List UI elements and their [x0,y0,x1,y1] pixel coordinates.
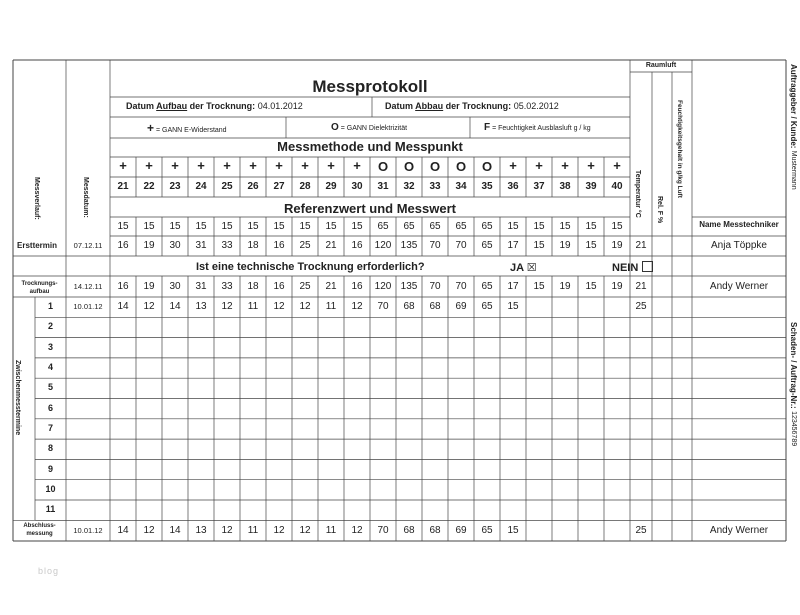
zwischen-date: 10.01.12 [73,302,103,312]
abbau-label-post: der Trocknung: [443,101,512,111]
method-symbol: + [327,158,335,173]
zwischen-value: 12 [351,301,363,313]
messpunkt-number: 22 [143,181,155,192]
abschluss-value: 12 [221,524,233,536]
ersttermin-technician: Anja Töppke [711,240,767,251]
zwischen-value: 12 [299,301,311,313]
messpunkt-number: 27 [273,181,285,192]
trocknungsaufbau-value: 33 [221,280,233,292]
abschluss-temp: 25 [635,524,647,536]
aufbau-label-post: der Trocknung: [187,101,256,111]
ersttermin-value: 70 [455,240,467,251]
raumluft-header: Raumluft [645,62,677,69]
ersttermin-value: 120 [374,240,392,251]
method-symbol: + [275,158,283,173]
referenz-value: 15 [299,221,311,232]
ja-checkbox[interactable]: ☒ [526,262,537,274]
zwischenmesstermine-label: Zwischenmesstermine [14,360,21,436]
method-symbol: + [119,158,127,173]
method-symbol: + [249,158,257,173]
ersttermin-value: 17 [507,240,519,251]
zwischen-value: 14 [169,301,181,313]
method-symbol: + [301,158,309,173]
trocknungsaufbau-value: 31 [195,280,207,292]
trocknungsaufbau-value: 17 [507,280,519,292]
referenz-value: 15 [247,221,259,232]
ersttermin-value: 135 [400,240,418,251]
zwischen-row-number: 4 [47,362,53,373]
zwischen-row-number: 3 [47,341,53,352]
abschlussmessung-label: Abschluss-messung [23,523,56,537]
zwischen-row-number: 7 [47,422,53,433]
ersttermin-label: Ersttermin [17,241,58,250]
zwischen-temp: 25 [635,301,647,313]
zwischen-value: 11 [325,301,337,313]
messpunkt-number: 32 [403,181,415,192]
abschluss-date: 10.01.12 [73,525,103,535]
method-symbol: O [429,159,441,174]
messpunkt-number: 26 [247,181,259,192]
watermark: blog [38,566,60,576]
method-symbol: + [353,158,361,173]
trocknungsaufbau-value: 19 [143,280,155,292]
abbau-date: 05.02.2012 [513,101,559,111]
page-title: Messprotokoll [312,77,428,96]
abschluss-value: 11 [247,524,259,536]
zwischen-row-number: 8 [47,443,53,454]
referenz-value: 15 [273,221,285,232]
abbau-label-pre: Datum [385,101,416,111]
nein-option[interactable] [612,261,653,274]
method-symbol: + [587,158,595,173]
abschluss-technician: Andy Werner [709,524,769,536]
aufbau-label-pre: Datum [126,101,157,111]
messpunkt-number: 39 [585,181,597,192]
ersttermin-temp: 21 [635,240,647,251]
zwischen-row-number: 6 [47,402,53,413]
abschluss-value: 11 [325,524,337,536]
abbau-label-underlined: Abbau [415,101,444,111]
method-symbol: O [377,159,389,174]
method-symbol: + [613,158,621,173]
messpunkt-number: 37 [533,181,545,192]
zwischen-row-number: 9 [47,463,53,474]
trocknungsaufbau-value: 16 [351,280,363,292]
legend-f-text: = Feuchtigkeit Ausblasluft g / kg [492,125,591,132]
zwischen-value: 11 [247,301,259,313]
ersttermin-value: 31 [195,240,207,251]
trocknungsaufbau-value: 15 [585,280,597,292]
referenz-value: 15 [559,221,571,232]
trocknungsaufbau-value: 120 [374,280,392,292]
auftraggeber-value: Mustermann [790,150,797,190]
referenz-value: 15 [169,221,181,232]
nein-label: NEIN [612,262,639,274]
ersttermin-value: 16 [273,240,285,251]
aufbau-date-line [126,101,303,111]
trocknungsaufbau-value: 19 [611,280,623,292]
trocknungsaufbau-technician: Andy Werner [709,280,769,292]
trocknungsaufbau-value: 135 [400,280,418,292]
messpunkt-number: 33 [429,181,441,192]
aufbau-label-underlined: Aufbau [156,101,188,111]
zwischen-row-number: 1 [47,301,53,312]
ersttermin-value: 21 [325,240,337,251]
abschluss-value: 68 [429,524,441,536]
referenz-value: 15 [533,221,545,232]
zwischen-value: 15 [507,301,519,313]
ersttermin-value: 25 [299,240,311,251]
referenz-value: 15 [117,221,129,232]
zwischen-value: 12 [221,301,233,313]
trocknungsaufbau-value: 30 [169,280,181,292]
method-symbol: O [481,159,493,174]
messpunkt-number: 38 [559,181,571,192]
trocknungsaufbau-value: 18 [247,280,259,292]
referenz-value: 65 [377,221,389,232]
trocknungsaufbau-temp: 21 [635,280,647,292]
abschluss-value: 13 [195,524,207,536]
trocknungsaufbau-value: 16 [117,280,129,292]
abschluss-value: 12 [273,524,285,536]
legend-plus-text: = GANN E-Widerstand [155,127,227,134]
zwischen-row-number: 10 [45,483,56,494]
referenz-value: 65 [403,221,415,232]
abschluss-value: 15 [507,524,519,536]
abschluss-value: 12 [351,524,363,536]
messdatum-header: Messdatum: [82,177,89,218]
referenz-value: 15 [351,221,363,232]
feuchtigkeitsgehalt-header: Feuchtigkeitsgehalt in g/kg Luft [676,100,683,198]
method-symbol: + [145,158,153,173]
referenz-value: 15 [507,221,519,232]
referenz-value: 15 [611,221,623,232]
referenz-value: 15 [221,221,233,232]
schaden-value: 123456789 [790,411,797,447]
zwischen-value: 13 [195,301,207,313]
messpunkt-number: 34 [455,181,467,192]
referenz-value: 15 [585,221,597,232]
trocknungsaufbau-value: 25 [299,280,311,292]
trocknungsaufbau-value: 70 [429,280,441,292]
ersttermin-value: 19 [611,240,623,251]
abbau-date-line [385,101,559,111]
messpunkt-number: 36 [507,181,519,192]
method-symbol: + [171,158,179,173]
ersttermin-value: 15 [585,240,597,251]
method-symbol: + [197,158,205,173]
trocknungsaufbau-value: 65 [481,280,493,292]
messpunkt-number: 35 [481,181,493,192]
temperatur-header: Temperatur °C [634,170,641,218]
messpunkt-number: 21 [117,181,129,192]
legend-f-symbol: F [484,122,491,133]
referenz-value: 15 [143,221,155,232]
zwischen-row-number: 11 [45,504,56,515]
abschluss-value: 12 [143,524,155,536]
ersttermin-value: 65 [481,240,493,251]
messverlauf-header: Messverlauf: [33,177,40,220]
ersttermin-value: 19 [143,240,155,251]
messmethode-title: Messmethode und Messpunkt [277,139,463,154]
abschluss-value: 14 [117,524,129,536]
messpunkt-number: 28 [299,181,311,192]
trocknungsaufbau-value: 15 [533,280,545,292]
method-symbol: + [561,158,569,173]
legend-o-text: = GANN Dielektrizität [340,125,408,132]
messpunkt-number: 30 [351,181,363,192]
trocknungsaufbau-value: 19 [559,280,571,292]
zwischen-value: 68 [403,301,415,313]
messpunkt-number: 24 [195,181,207,192]
referenz-title: Referenzwert und Messwert [284,201,456,216]
ersttermin-value: 30 [169,240,181,251]
schaden-label: Schaden- / Auftrag-Nr.: [789,322,798,409]
name-messtechniker-header: Name Messtechniker [699,220,779,229]
zwischen-value: 69 [455,301,467,313]
messpunkt-number: 25 [221,181,233,192]
zwischen-row-number: 2 [47,321,53,332]
ersttermin-value: 33 [221,240,233,251]
auftraggeber-field [789,64,798,190]
trocknungsaufbau-date: 14.12.11 [73,281,103,291]
method-symbol: + [535,158,543,173]
abschluss-value: 12 [299,524,311,536]
ersttermin-date: 07.12.11 [73,241,103,250]
abschluss-value: 68 [403,524,415,536]
trocknungsaufbau-value: 16 [273,280,285,292]
abschluss-value: 14 [169,524,181,536]
ersttermin-value: 70 [429,240,441,251]
messpunkt-number: 23 [169,181,181,192]
trocknung-question: Ist eine technische Trocknung erforderlich? [196,261,425,273]
abschluss-value: 65 [481,524,493,536]
ersttermin-value: 19 [559,240,571,251]
aufbau-date: 04.01.2012 [257,101,303,111]
zwischen-value: 12 [143,301,155,313]
referenz-value: 65 [429,221,441,232]
trocknungsaufbau-value: 70 [455,280,467,292]
schaden-field [789,322,798,446]
referenz-value: 65 [455,221,467,232]
legend-f [484,122,591,133]
ja-option[interactable] [510,261,537,274]
legend-o [331,122,407,133]
method-symbol: O [455,159,467,174]
method-symbol: + [223,158,231,173]
messpunkt-number: 29 [325,181,337,192]
ersttermin-value: 16 [351,240,363,251]
zwischen-row-number: 5 [47,382,53,393]
abschluss-value: 69 [455,524,467,536]
ersttermin-value: 18 [247,240,259,251]
trocknungsaufbau-label: Trocknungs-aufbau [21,281,58,295]
abschluss-value: 70 [377,524,389,536]
legend-plus-symbol: + [147,121,155,135]
ersttermin-value: 15 [533,240,545,251]
nein-checkbox[interactable] [642,261,653,272]
messpunkt-number: 40 [611,181,623,192]
zwischen-value: 12 [273,301,285,313]
zwischen-value: 68 [429,301,441,313]
referenz-value: 15 [195,221,207,232]
messpunkt-number: 31 [377,181,389,192]
ersttermin-value: 16 [117,240,129,251]
zwischen-value: 14 [117,301,129,313]
rel-f-header: Rel. F % [656,196,663,224]
zwischen-value: 70 [377,301,389,313]
zwischen-value: 65 [481,301,493,313]
referenz-value: 65 [481,221,493,232]
method-symbol: O [403,159,415,174]
referenz-value: 15 [325,221,337,232]
auftraggeber-label: Auftraggeber / Kunde: [789,64,798,149]
legend-plus [147,121,227,135]
trocknungsaufbau-value: 21 [325,280,337,292]
legend-o-symbol: O [331,122,339,133]
method-symbol: + [509,158,517,173]
ja-label: JA [510,262,524,274]
